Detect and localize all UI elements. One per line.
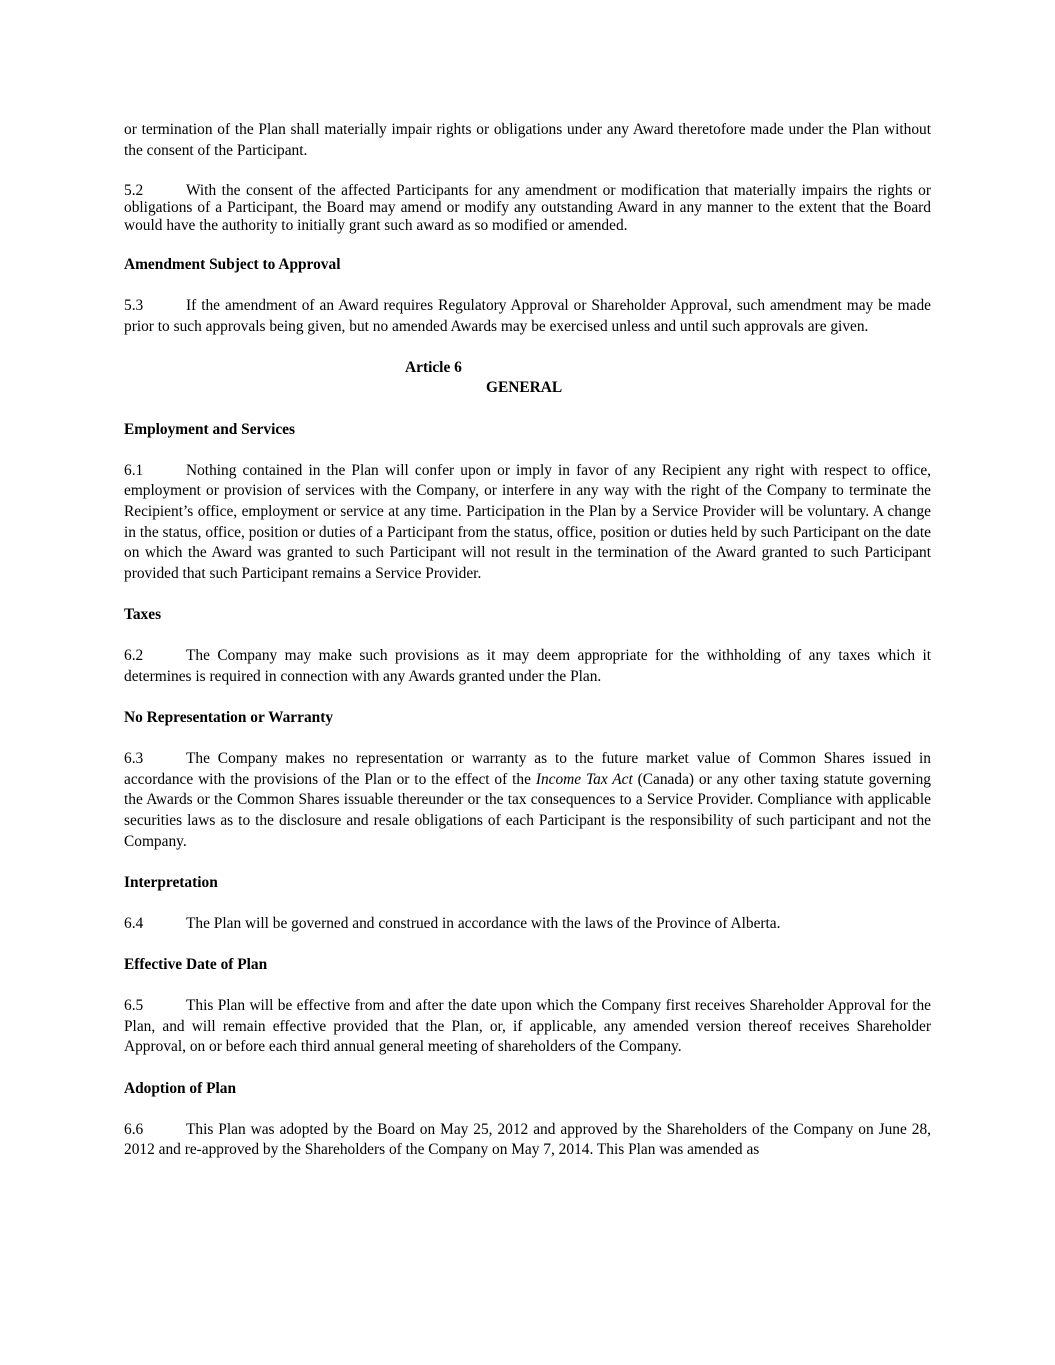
section-number: 6.1 <box>124 461 144 479</box>
section-6-4 <box>124 914 931 935</box>
section-text: This Plan was adopted by the Board on May 25, 2012 and approved by the Shareholders of the Company on June 28, 2012 and re-approved by the Shareholders of the Company on May 7, 2014. This Plan was amended as <box>124 1120 931 1159</box>
section-6-2 <box>124 646 931 687</box>
document-page <box>124 120 931 1161</box>
heading-no-representation-or-warranty: No Representation or Warranty <box>124 708 334 726</box>
section-text-before: The Company makes no representation or warranty as to the future market value of Common Shares issued in accordance with the provisions of the Plan or to the effect of the <box>124 750 931 788</box>
section-number: 6.2 <box>124 647 144 665</box>
heading-amendment-subject-to-approval: Amendment Subject to Approval <box>124 255 341 273</box>
heading-adoption-of-plan: Adoption of Plan <box>124 1079 237 1097</box>
section-6-5 <box>124 996 931 1058</box>
section-number: 5.2 <box>124 181 144 199</box>
section-text: With the consent of the affected Participants for any amendment or modification that materially impairs the rights or obligations of a Participant, the Board may amend or modify any outstanding Award in any manner to the extent that the Board would have the authority to initially grant such award as so modified or amended. <box>124 181 931 234</box>
section-5-2 <box>124 182 931 235</box>
section-text: This Plan will be effective from and after the date upon which the Company first receives Shareholder Approval for the Plan, and will remain effective provided that the Plan, or, if applicable, any amended version thereof receives Shareholder Approval, on or before each third annual general meeting of shareholders of the Company. <box>124 997 931 1056</box>
article-label: Article 6 <box>405 358 462 376</box>
section-5-3 <box>124 296 931 337</box>
section-6-3 <box>124 749 931 852</box>
section-text-after: (Canada) or any other taxing statute governing the Awards or the Common Shares issuable thereunder or the tax consequences to a Service Provider. Compliance with applicable securities laws as to the disclosure and resale obligations of each Participant is the responsibility of such participant and not the Company. <box>124 770 932 850</box>
heading-taxes: Taxes <box>124 605 162 623</box>
section-number: 6.5 <box>124 997 144 1015</box>
income-tax-act-title: Income Tax Act <box>535 770 633 788</box>
continued-paragraph: or termination of the Plan shall materially impair rights or obligations under any Award theretofore made under the Plan without the consent of the Participant. <box>124 121 931 159</box>
section-6-1 <box>124 461 931 585</box>
section-text: The Plan will be governed and construed in accordance with the laws of the Province of Alberta. <box>186 914 781 932</box>
article-title: GENERAL <box>486 379 563 397</box>
section-number: 6.4 <box>124 914 144 932</box>
section-number: 6.6 <box>124 1120 144 1138</box>
section-6-6 <box>124 1120 931 1161</box>
section-text: If the amendment of an Award requires Regulatory Approval or Shareholder Approval, such amendment may be made prior to such approvals being given, but no amended Awards may be exercised unless and until such approvals are given. <box>124 297 931 335</box>
heading-effective-date-of-plan: Effective Date of Plan <box>124 956 268 974</box>
heading-employment-and-services: Employment and Services <box>124 420 296 438</box>
heading-interpretation: Interpretation <box>124 873 218 891</box>
section-number: 6.3 <box>124 750 144 768</box>
section-text: The Company may make such provisions as it may deem appropriate for the withholding of any taxes which it determines is required in connection with any Awards granted under the Plan. <box>124 647 931 685</box>
section-text: Nothing contained in the Plan will confer upon or imply in favor of any Recipient any right with respect to office, employment or provision of services with the Company, or interfere in any way with the right of the Company to terminate the Recipient’s office, employment or service at any time. Participation in the Plan by a Service Provider will be voluntary. A change in the status, office, position or duties of a Participant from the status, office, position or duties held by such Participant on the date on which the Award was granted to such Participant will not result in the termination of the Award granted to such Participant provided that such Participant remains a Service Provider. <box>124 461 931 582</box>
section-number: 5.3 <box>124 297 144 315</box>
